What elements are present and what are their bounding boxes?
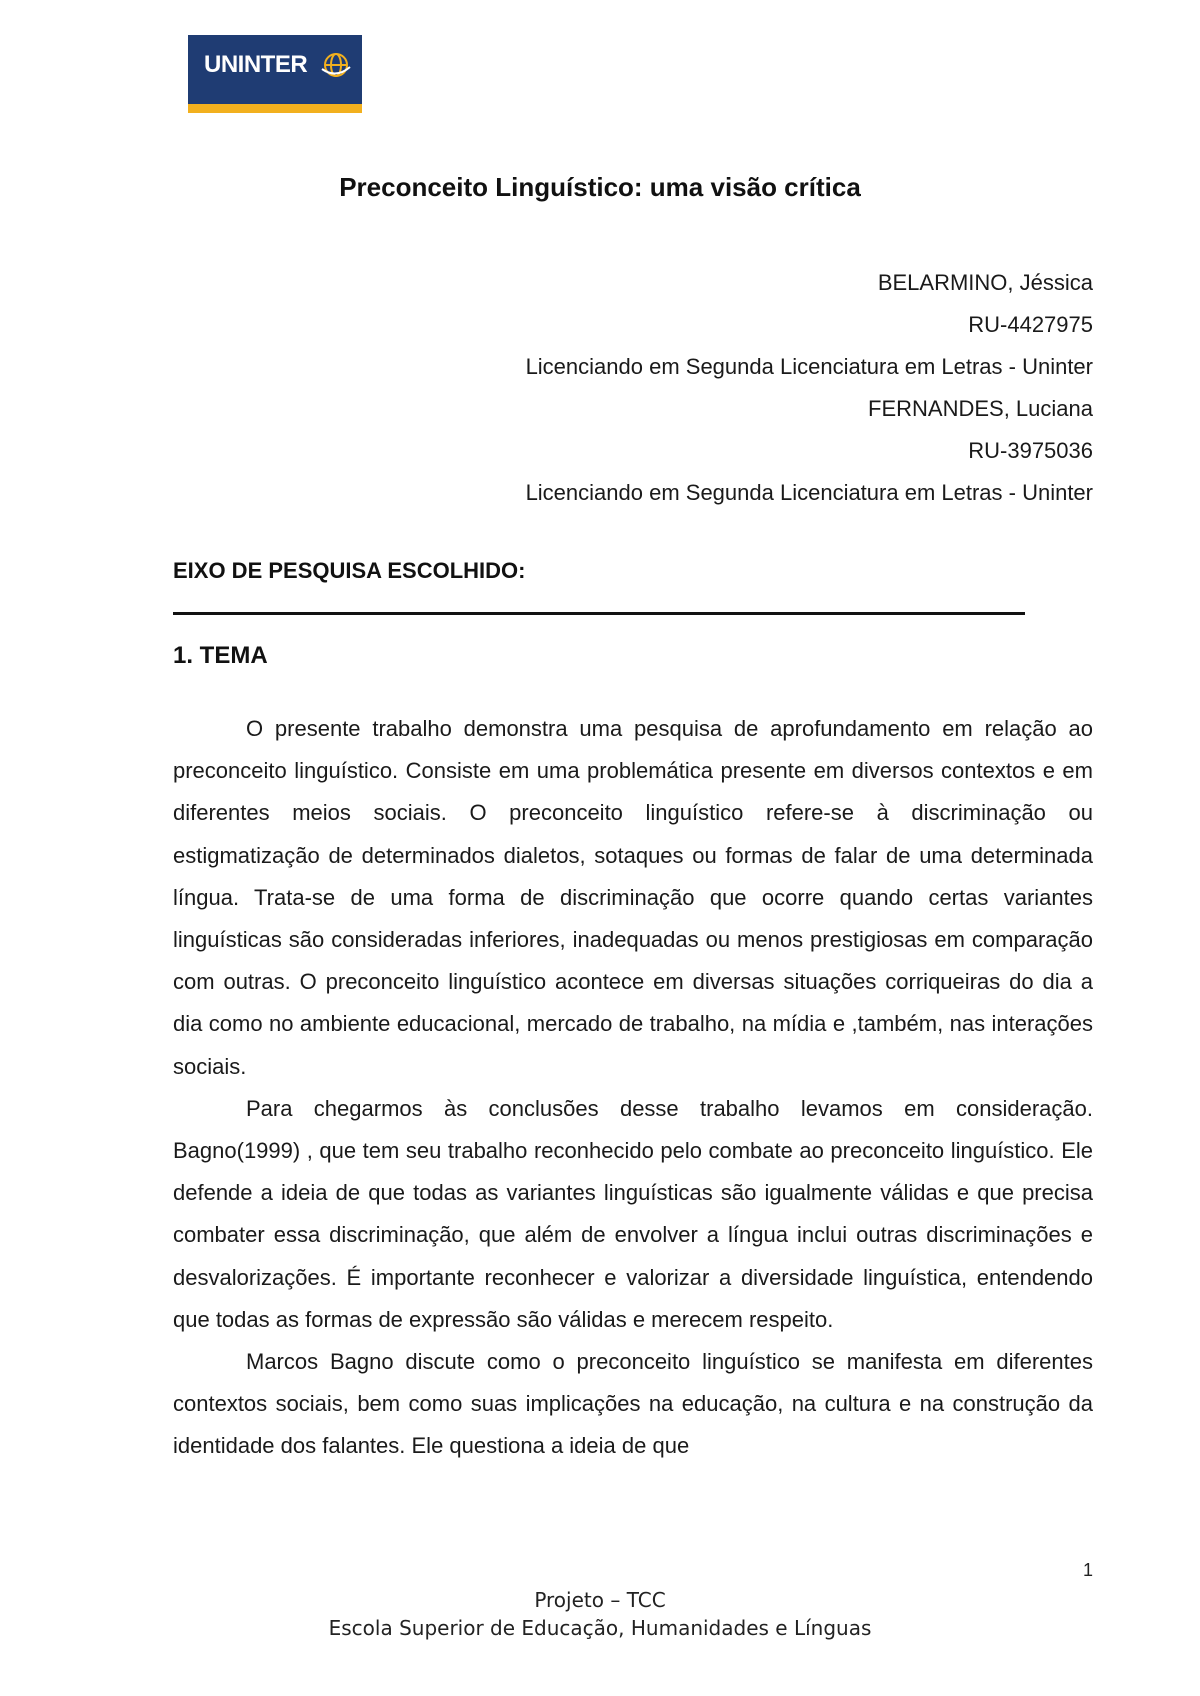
paragraph: Para chegarmos às conclusões desse trabalho levamos em consideração. Bagno(1999) , que tem seu trabalho reconhecido pelo combate ao preconceito linguístico. Ele defende a ideia de que todas as variantes linguísticas são igualmente válidas e que precisa combater essa discriminação, que além de envolver a língua inclui outras discriminações e desvalorizações. É importante reconhecer e valorizar a diversidade linguística, entendendo que todas as formas de expressão são válidas e merecem respeito. [173,1095,1093,1332]
paragraph: Marcos Bagno discute como o preconceito linguístico se manifesta em diferentes contextos sociais, bem como suas implicações na educação, na cultura e na construção da identidade dos falantes. Ele questiona a ideia de que [173,1349,1093,1459]
paragraph: O presente trabalho demonstra uma pesquisa de aprofundamento em relação ao preconceito linguístico. Consiste em uma problemática presente em diversos contextos e em diferentes meios sociais. O preconceito linguístico refere-se à discriminação ou estigmatização de determinados dialetos, sotaques ou formas de falar de uma determinada língua. Trata-se de uma forma de discriminação que ocorre quando certas variantes linguísticas são consideradas inferiores, inadequadas ou menos prestigiosas em comparação com outras. O preconceito linguístico acontece em diversas situações corriqueiras do dia a dia como no ambiente educacional, mercado de trabalho, na mídia e ,também, nas interações sociais. [173,716,1093,1079]
page-number: 1 [1082,1560,1093,1580]
document-title: Preconceito Linguístico: uma visão crítica [339,172,861,202]
logo-accent-bar [188,104,362,113]
author-line: Licenciando em Segunda Licenciatura em Letras - Uninter [525,480,1093,505]
horizontal-rule [173,612,1025,615]
research-axis-label: EIXO DE PESQUISA ESCOLHIDO: [173,558,526,583]
section-heading: 1. TEMA [173,642,268,669]
authors-block [293,262,1093,514]
globe-icon [320,49,352,81]
author-line: Licenciando em Segunda Licenciatura em Letras - Uninter [525,354,1093,379]
author-line: RU-3975036 [968,438,1093,463]
author-line: RU-4427975 [968,312,1093,337]
author-line: FERNANDES, Luciana [868,396,1093,421]
uninter-logo [188,35,362,113]
body-text [173,708,1093,1468]
author-line: BELARMINO, Jéssica [877,270,1093,295]
footer-line-project: Projeto – TCC [534,1588,666,1612]
page-footer [0,1586,1200,1642]
footer-line-school: Escola Superior de Educação, Humanidades e Línguas [328,1616,872,1640]
logo-text: UNINTER [204,51,308,78]
